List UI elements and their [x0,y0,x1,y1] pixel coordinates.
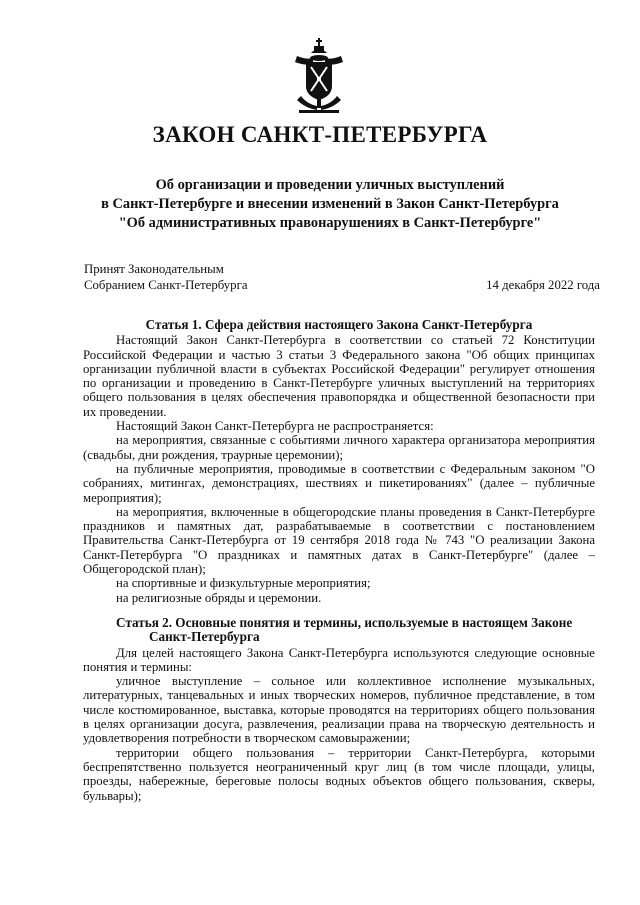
law-body [83,318,595,803]
article-1-paragraph: Настоящий Закон Санкт-Петербурга не распространяется: [116,419,434,434]
article-2-paragraph: территории общего пользования – территории Санкт-Петербурга, которыми беспрепятственно пользуется неограниченный круг лиц (в том числе площади, улицы, проезды, набережные, береговые полосы водных объектов общего пользования, скверы, бульвары); [83,745,595,803]
adopted-by-line: Собранием Санкт-Петербурга [84,278,248,292]
law-heading [60,176,600,233]
coat-of-arms-icon [287,36,351,116]
article-1-paragraph: на религиозные обряды и церемонии. [116,590,322,605]
adopted-by-line: Принят Законодательным [84,262,224,276]
heading-line: в Санкт-Петербурге и внесении изменений в Закон Санкт-Петербурга [101,196,559,212]
article-2-title [83,616,595,645]
article-1-paragraph: на мероприятия, связанные с событиями личного характера организатора мероприятия (свадьбы, дни рождения, траурные церемонии); [83,433,595,462]
heading-line: "Об административных правонарушениях в Санкт-Петербурге" [118,215,542,231]
article-1-title: Статья 1. Сфера действия настоящего Закона Санкт-Петербурга [145,317,533,332]
article-2-paragraph: Для целей настоящего Закона Санкт-Петербурга используются следующие основные понятия и термины: [83,645,595,674]
article-2 [83,616,595,803]
article-1-paragraph: Настоящий Закон Санкт-Петербурга в соответствии со статьей 72 Конституции Российской Федерации и частью 3 статьи 3 Федерального закона "Об общих принципах организации публичной власти в субъектах Российской Федерации" регулирует отношения по организации и проведению в Санкт-Петербурге уличных выступлений на территориях общего пользования в целях обеспечения правопорядка и общественной безопасности при их проведении. [83,333,595,419]
article-2-paragraph: уличное выступление – сольное или коллективное исполнение музыкальных, литературных, танцевальных и иных творческих номеров, публичное представление, в том числе костюмированное, выставка, которые проводятся на территориях общего пользования в целях организации досуга, развлечения, реализации права на творческую деятельность и удовлетворения потребности в творческом самовыражении; [83,674,595,746]
heading-line: Об организации и проведении уличных выступлений [155,177,505,193]
adoption-date: 14 декабря 2022 года [486,278,600,292]
article-2-title-line: Статья 2. Основные понятия и термины, используемые в настоящем Законе [116,614,573,630]
article-1-paragraph: на публичные мероприятия, проводимые в соответствии с Федеральным законом "О собраниях, митингах, демонстрациях, шествиях и пикетированиях" (далее – публичные мероприятия); [83,461,595,505]
article-2-title-line: Санкт-Петербурга [149,629,260,645]
article-1-paragraph: на спортивные и физкультурные мероприятия; [116,576,371,591]
adopted-by [84,261,248,293]
law-title: ЗАКОН САНКТ-ПЕТЕРБУРГА [152,122,488,147]
article-1-paragraph: на мероприятия, включенные в общегородские планы проведения в Санкт-Петербурге праздников и памятных дат, разрабатываемые в соответствии с постановлением Правительства Санкт-Петербурга от 19 сентября 2018 года № 743 "О реализации Закона Санкт-Петербурга "О праздниках и памятных датах в Санкт-Петербурге" (далее – Общегородской план); [83,504,595,577]
